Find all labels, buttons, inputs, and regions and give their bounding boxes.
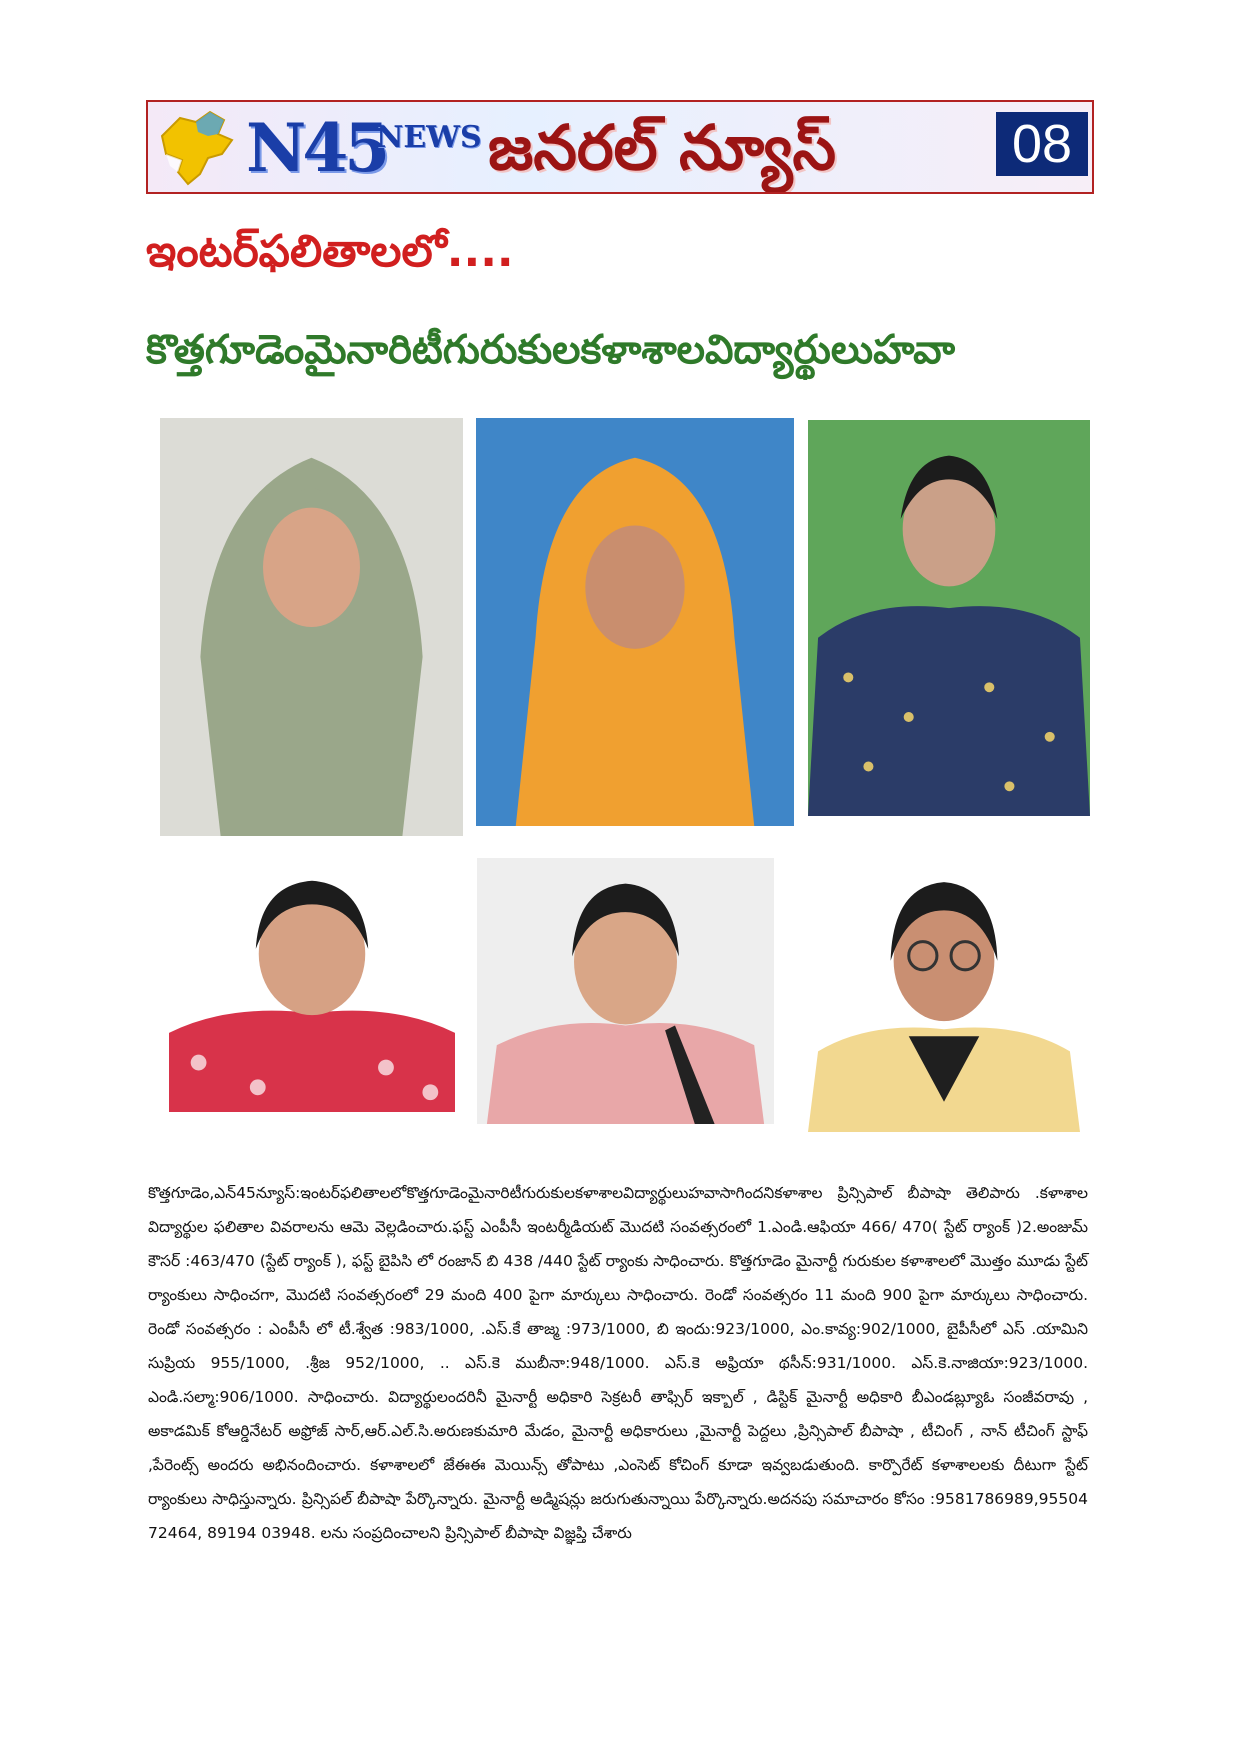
student-photo-6 [808, 860, 1080, 1132]
student-photo-3 [808, 420, 1090, 816]
article-body: కొత్తగూడెం,ఎన్45న్యూస్:ఇంటర్‌ఫలితాలలోకొత్తగూడెంమైనారిటీగురుకులకళాశాలవిద్యార్థులుహవాసాగిందనికళాశాల ప్రిన్సిపాల్ బీపాషా తెలిపారు .కళాశాల విద్యార్థుల ఫలితాల వివరాలను ఆమె వెల్లడించారు.ఫస్ట్ ఎంపీసీ ఇంటర్మీడియట్ మొదటి సంవత్సరంలో 1.ఎండి.ఆఫియా 466/ 470( స్టేట్ ర్యాంక్ )2.అంజుమ్ కౌసర్ :463/470 (స్టేట్ ర్యాంక్ ), ఫస్ట్ బైపిసి లో రంజాన్ బి 438 /440 స్టేట్ ర్యాంకు సాధించారు. కొత్తగూడెం మైనార్టీ గురుకుల కళాశాలలో మొత్తం మూడు స్టేట్ ర్యాంకులు సాధించగా, మొదటి సంవత్సరంలో 29 మంది 400 పైగా మార్కులు సాధించారు. రెండో సంవత్సరం 11 మంది 900 పైగా మార్కులు సాధించారు. రెండో సంవత్సరం : ఎంపీసీ లో టీ.శ్వేత :983/1000, .ఎస్.కే తాజ్మ :973/1000, బి ఇందు:923/1000, ఎం.కావ్య:902/1000, బైపీసీలో ఎస్ .యామిని సుప్రియ 955/1000, .శ్రీజ 952/1000, .. ఎస్.కె ముబీనా:948/1000. ఎస్.కె అఫ్రియా థసీన్:931/1000. ఎస్.కె.నాజియా:923/1000. ఎండి.సల్మా:906/1000. సాధించారు. విద్యార్థులందరినీ మైనార్టీ అధికారి సెక్రటరీ తాఫ్సిర్ ఇక్బాల్ , డిస్టిక్ మైనార్టీ అధికారి బీఎండబ్ల్యూఓ సంజీవరావు , అకాడమిక్ కోఆర్డినేటర్ అఫ్రోజ్ సార్,ఆర్.ఎల్.సి.అరుణకుమారి మేడం, మైనార్టీ అధికారులు ,మైనార్టీ పెద్దలు ,ప్రిన్సిపాల్ బీపాషా , టీచింగ్ , నాన్ టీచింగ్ స్టాఫ్ ,పేరెంట్స్ అందరు అభినందించారు. కళాశాలలో జేఈఈ మెయిన్స్ తోపాటు ,ఎంసెట్ కోచింగ్ కూడా ఇవ్వబడుతుంది. కార్పొరేట్ కళాశాలలకు దీటుగా స్టేట్ ర్యాంకులు సాధిస్తున్నారు. ప్రిన్సిపల్ బీపాషా పేర్కొన్నారు. మైనార్టీ అడ్మిషన్లు జరుగుతున్నాయి పేర్కొన్నారు.అదనపు సమాచారం కోసం :9581786989,95504 72464, 89194 03948. లను సంప్రదించాలని ప్రిన్సిపాల్ బీపాషా విజ్ఞప్తి చేశారు [148, 1184, 1088, 1542]
student-photo-4 [169, 855, 455, 1112]
logo-news-text: NEWS [376, 120, 482, 155]
page-number: 08 [996, 112, 1088, 176]
student-photo-2 [476, 418, 794, 826]
logo-text: N45 [246, 109, 387, 187]
banner-title: జనరల్ న్యూస్ [488, 111, 837, 184]
student-photo-1 [160, 418, 463, 836]
student-photo-5 [477, 858, 774, 1124]
headline-primary: ఇంటర్‌ఫలితాలలో.... [146, 226, 514, 277]
headline-secondary: కొత్తగూడెంమైనారిటీగురుకులకళాశాలవిద్యార్థులుహవా [146, 327, 956, 373]
state-map-icon [152, 106, 248, 190]
masthead-banner [146, 100, 1094, 194]
